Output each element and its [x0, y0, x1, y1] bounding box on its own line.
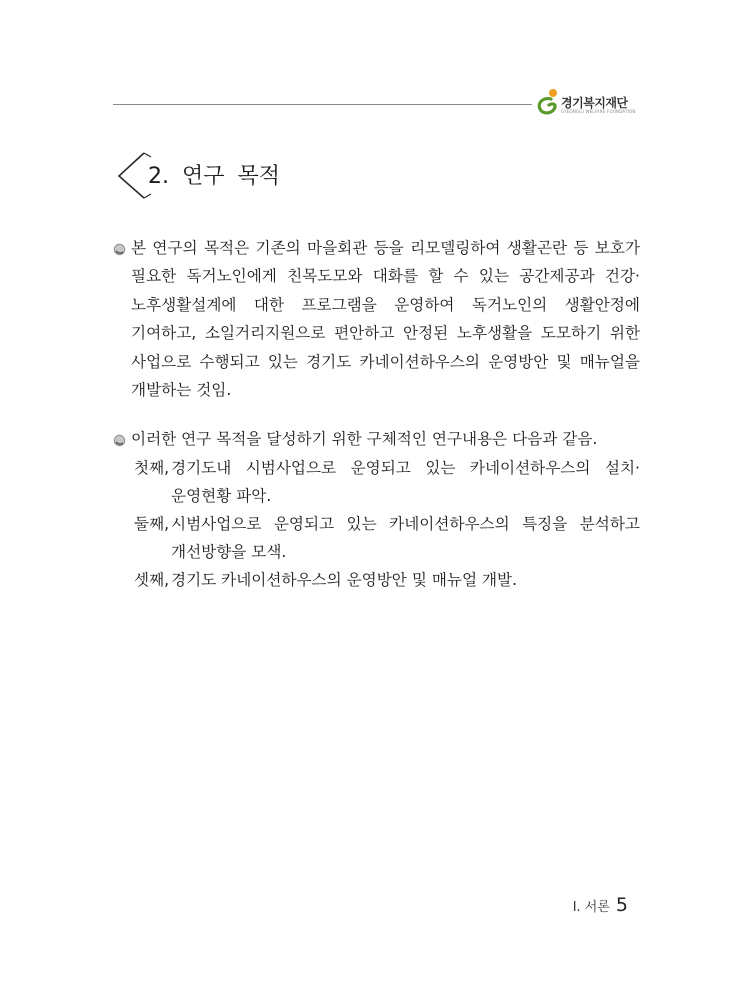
list-item	[134, 566, 640, 594]
list-item-text: 경기도내 시범사업으로 운영되고 있는 카네이션하우스의 설치·운영현황 파악.	[171, 459, 640, 506]
list-item-prefix: 첫째,	[134, 459, 170, 477]
footer-section-label: Ⅰ. 서론	[572, 900, 610, 915]
list-item-prefix: 둘째,	[134, 515, 170, 533]
bullet-icon	[113, 243, 126, 256]
list-item-text: 경기도 카네이션하우스의 운영방안 및 매뉴얼 개발.	[171, 571, 518, 589]
list-item-prefix: 셋째,	[134, 571, 170, 589]
logo-swirl-icon	[534, 88, 560, 116]
list-item-text: 시범사업으로 운영되고 있는 카네이션하우스의 특징을 분석하고 개선방향을 모색.	[171, 515, 640, 562]
logo-subtitle: GYEONGGI WELFARE FOUNDATION	[561, 109, 636, 114]
list-item	[134, 454, 640, 511]
list-item	[134, 510, 640, 567]
purpose-paragraph: 본 연구의 목적은 기존의 마을회관 등을 리모델링하여 생활곤란 등 보호가 필요한 독거노인에게 친목도모와 대화를 할 수 있는 공간제공과 건강·노후생활설계에 대한 프로그램을 운영하여 독거노인의 생활안정에 기여하고, 소일거리지원으로 편안하고 안정된 노후생활을 도모하기 위한 사업으로 수행되고 있는 경기도 카네이션하우스의 운영방안 및 매뉴얼을 개발하는 것임.	[131, 239, 640, 400]
page-footer	[573, 894, 628, 916]
section-title: 2. 연구 목적	[148, 164, 280, 189]
page-number: 5	[615, 894, 628, 916]
bullet-icon	[113, 434, 126, 447]
foundation-logo	[534, 88, 644, 118]
logo-name: 경기복지재단	[561, 96, 628, 110]
content-intro-paragraph: 이러한 연구 목적을 달성하기 위한 구체적인 연구내용은 다음과 같음.	[131, 430, 598, 448]
header-rule	[113, 104, 532, 105]
